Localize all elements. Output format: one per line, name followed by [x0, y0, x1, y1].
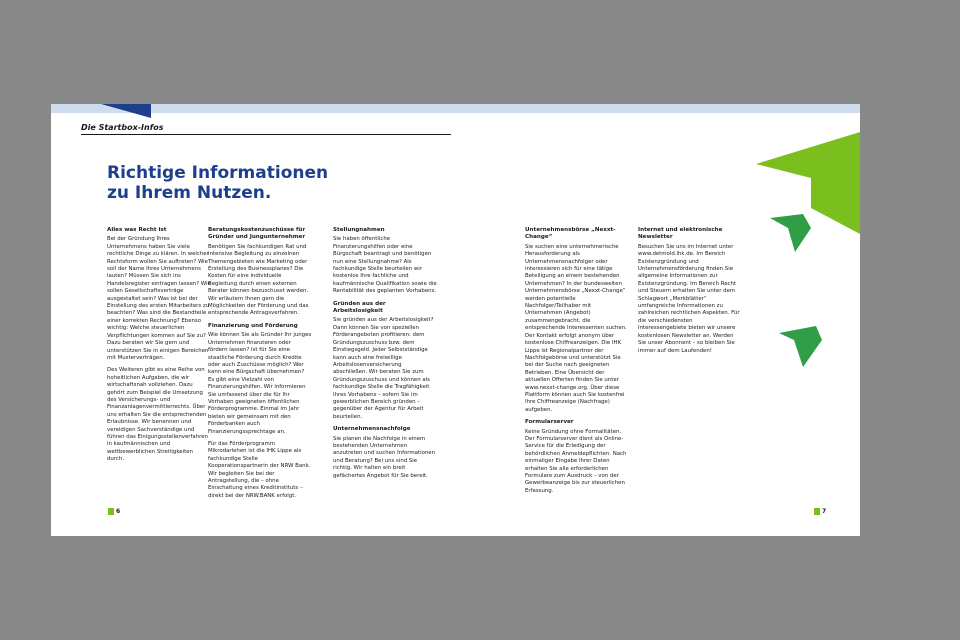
paragraph: Bei der Gründung Ihres Unternehmens haben Sie viele rechtliche Dinge zu klären. In welcher Rechtsform wollen Sie auftreten? Wie soll der Name Ihres Unternehmens lauten? Müssen Sie sich ins Handelsregister eintragen lassen? Wie sollen Gesellschaftsverträge ausgestaltet sein? Was ist bei der Einstellung des ersten Mitarbeiters zu beachten? Was sind die Bestandteile einer korrekten Rechnung? Ebenso wichtig: Welche steuerlichen Verpflichtungen kommen auf Sie zu? Dazu beraten wir Sie gern und unterstützen Sie in einigen Bereichen mit Musterverträgen. — [107, 236, 211, 361]
paragraph: Sie planen die Nachfolge in einem bestehenden Unternehmen anzutreten und suchen Informationen und Beratung? Bei uns sind Sie richtig. Wir halten ein breit gefächertes Angebot für Sie bereit. — [333, 435, 436, 479]
brochure-spread — [51, 104, 860, 536]
cube-icon — [108, 508, 114, 515]
page-number-left-text: 6 — [116, 508, 121, 515]
paragraph: Keine Gründung ohne Formalitäten. Der Formularserver dient als Online-Service für die Erledigung der behördlichen Anmeldepflichten. Nach einmaliger Eingabe Ihrer Daten erhalten Sie alle erforderlichen Formulare zum Ausdruck – von der Gewerbeanzeige bis zur steuerlichen Erfassung. — [525, 428, 627, 494]
paragraph: Besuchen Sie uns im Internet unter www.detmold.ihk.de. Im Bereich Existenzgründung und Unternehmensförderung finden Sie allgemeine Informationen zur Existenzgründung. Im Bereich Recht und Steuern erhalten Sie unter dem Schlagwort „Merkblätter“ umfangreiche Informationen zu zahlreichen rechtlichen Aspekten. Für die verschiedensten Interessengebiete bieten wir unsere kostenlosen Newsletter an. Werden Sie unser Abonnent – so bleiben Sie immer auf dem Laufenden! — [638, 243, 740, 354]
green-arrow-graphic — [51, 104, 860, 536]
heading-internet: Internet und elektronische Newsletter — [638, 227, 723, 241]
paragraph: Sie haben öffentliche Finanzierungshilfen oder eine Bürgschaft beantragt und benötigen nun eine Stellungnahme? Als fachkundige Stelle beurteilen wir kostenlos Ihre fachliche und kaufmännische Qualifikation sowie die Rentabilität des geplanten Vorhabens. — [333, 236, 437, 295]
heading-consulting-grants: Beratungskostenzuschüsse für Gründer und Jungunternehmer — [208, 227, 306, 241]
paragraph: Wie können Sie als Gründer Ihr junges Unternehmen finanzieren oder fördern lassen? Ist für Sie eine staatliche Förderung durch Kredite oder auch Zuschüsse möglich? Wer kann eine Bürgschaft übernehmen? Es gibt eine Vielzahl von Finanzierungshilfen. Wir informieren Sie umfassend über die für Ihr Vorhaben geeigneten öffentlichen Förderprogramme. Einmal im Jahr bieten wir gemeinsam mit den Förderbanken auch Finanzierungssprechtage an. — [208, 332, 312, 435]
page-number-right — [814, 508, 826, 515]
heading-form-server: Formularserver — [525, 419, 574, 426]
small-green-chevron-1 — [770, 214, 811, 252]
heading-succession: Unternehmensnachfolge — [333, 426, 411, 433]
paragraph: Sie suchen eine unternehmerische Herausforderung als Unternehmensnachfolger oder interessieren sich für eine tätige Beteiligung an einem bestehenden Unternehmen? In der bundesweiten Unternehmensbörse „Nexxt-Change“ werden potentielle Nachfolger/Teilhaber mit Unternehmen (Angebot) zusammengebracht, die entsprechende Interessenten suchen. Der Kontakt erfolgt anonym über kostenlose Chiffreanzeigen. Die IHK Lippe ist Regionalpartner der Nachfolgebörse und unterstützt Sie bei der Suche nach geeigneten Betrieben. Eine Übersicht der aktuellen Offerten finden Sie unter www.nexxt-change.org. Über diese Plattform können auch Sie kostenfrei Ihre Chiffreanzeige (Nachfrage) aufgeben. — [525, 243, 627, 413]
page-number-right-text: 7 — [822, 508, 827, 515]
heading-nexxt-change: Unternehmensbörse „Nexxt-Change“ — [525, 227, 616, 241]
headline-line-1: Richtige Informationen — [107, 163, 329, 183]
paragraph: Des Weiteren gibt es eine Reihe von hoheitlichen Aufgaben, die wir wirtschaftsnah vollziehen. Dazu gehört zum Beispiel die Umsetzung des Versicherungs- und Finanzanlagenvermittlerrechts. Über uns erhalten Sie die entsprechenden Erlaubnisse. Wir benennen und vereidigen Sachverständige und führen das Einigungsstellenverfahren in kaufmännischen und wettbewerblichen Streitigkeiten durch. — [107, 367, 208, 463]
paragraph: Für das Förderprogramm Mikrodarlehen ist die IHK Lippe als fachkundige Stelle Kooperationspartnerin der NRW Bank. Wir begleiten Sie bei der Antragstellung, die – ohne Einschaltung eines Kreditinstituts – direkt bei der NRW.BANK erfolgt. — [208, 440, 311, 499]
heading-statements: Stellungnahmen — [333, 227, 385, 233]
paragraph: Benötigen Sie fachkundigen Rat und intensive Begleitung zu einzelnen Themengebieten wie Marketing oder Erstellung des Businessplanes? Die Kosten für eine individuelle Begleitung durch einen externen Berater können bezuschusst werden. Wir erläutern Ihnen gern die Möglichkeiten der Förderung und das entsprechende Antragsverfahren. — [208, 243, 309, 317]
headline-line-2: zu Ihrem Nutzen. — [107, 183, 272, 203]
small-green-chevron-2 — [779, 326, 822, 367]
heading-legal: Alles was Recht ist — [107, 227, 167, 233]
heading-financing: Finanzierung und Förderung — [208, 322, 298, 329]
page-number-left — [108, 508, 120, 515]
section-label: Die Startbox-Infos — [81, 123, 164, 132]
cube-icon — [814, 508, 820, 515]
heading-unemployment: Gründen aus der Arbeitslosigkeit — [333, 300, 386, 315]
paragraph: Sie gründen aus der Arbeitslosigkeit? Dann können Sie von speziellen Förderangeboten profitieren: dem Gründungszuschuss bzw. dem Einstiegsgeld. Jeder Selbstständige kann auch eine freiwillige Arbeitslosenversicherung abschließen. Wir beraten Sie zum Gründungszuschuss und können als fachkundige Stelle die Tragfähigkeit Ihres Vorhabens – sofern Sie im gewerblichen Bereich gründen – gegenüber der Agentur für Arbeit beurteilen. — [333, 317, 434, 420]
